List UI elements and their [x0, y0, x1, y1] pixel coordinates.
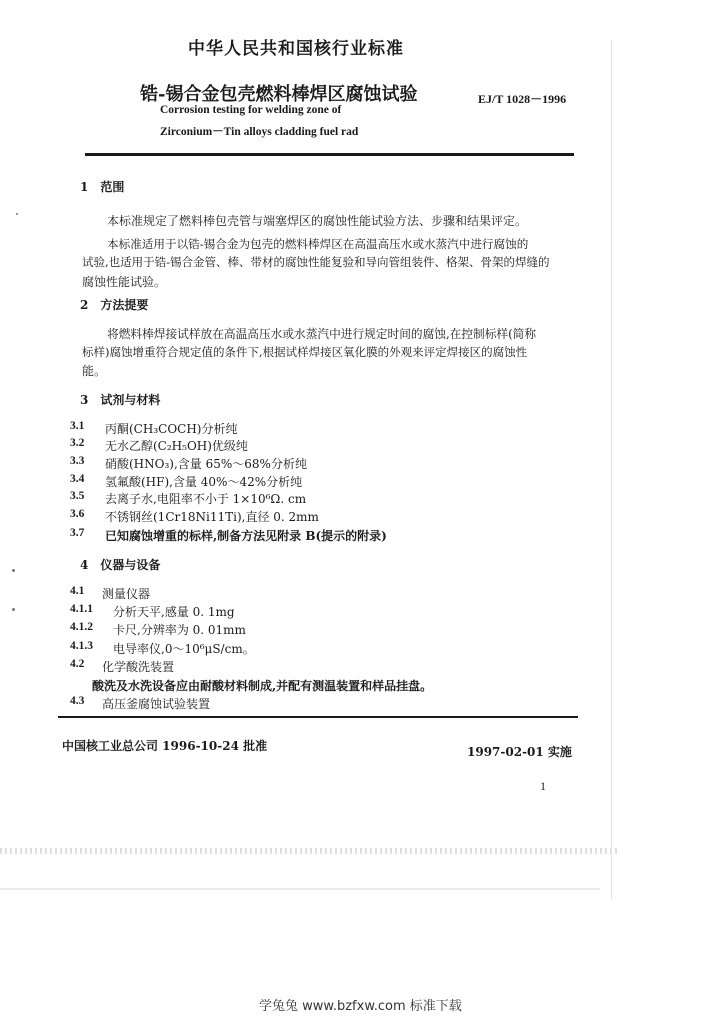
equipment-item: 化学酸洗装置: [102, 660, 175, 674]
section-2-line1: 将燃料棒焊接试样放在高温高压水或水蒸汽中进行规定时间的腐蚀,在控制标样(简称: [107, 327, 537, 341]
reagent-item: 去离子水,电阻率不小于 1×10⁶Ω. cm: [105, 492, 307, 506]
section-4-heading: 4 仪器与设备: [80, 558, 161, 572]
scan-speck: [16, 213, 18, 215]
document-title-en-line1: Corrosion testing for welding zone of: [160, 104, 342, 116]
page-number: 1: [540, 779, 546, 793]
equipment-item: 高压釜腐蚀试验装置: [102, 697, 211, 711]
item-number: 4.3: [70, 695, 85, 707]
reagent-item: 无水乙醇(C₂H₅OH)优级纯: [105, 439, 248, 453]
document-title-cn: 锆-锡合金包壳燃料棒焊区腐蚀试验: [140, 84, 418, 105]
section-1-paragraph-2-line3: 腐蚀性能试验。: [82, 275, 167, 289]
scan-noise-line: [0, 888, 600, 890]
section-1-paragraph-1: 本标准规定了燃料棒包壳管与端塞焊区的腐蚀性能试验方法、步骤和结果评定。: [107, 214, 528, 228]
document-title-en-line2: Zirconium－Tin alloys cladding fuel rad: [160, 126, 359, 138]
equipment-item: 电导率仪,0～10⁶μS/cm。: [113, 642, 255, 656]
item-number: 4.2: [70, 658, 85, 670]
implementation-date: 1997-02-01 实施: [467, 745, 572, 759]
scan-noise-band: [0, 848, 620, 854]
item-number: 4.1: [70, 585, 85, 597]
item-number: 4.1.1: [70, 603, 93, 615]
scan-speck: [12, 608, 15, 611]
item-number: 3.6: [70, 508, 85, 520]
item-number: 3.2: [70, 437, 85, 449]
reagent-item: 硝酸(HNO₃),含量 65%～68%分析纯: [105, 457, 307, 471]
item-number: 3.5: [70, 490, 85, 502]
standard-category: 中华人民共和国核行业标准: [188, 39, 404, 59]
item-number: 3.3: [70, 455, 85, 467]
section-1-paragraph-2-line1: 本标准适用于以锆-锡合金为包壳的燃料棒焊区在高温高压水或水蒸汽中进行腐蚀的: [107, 237, 529, 251]
item-number: 3.1: [70, 420, 85, 432]
section-2-line3: 能。: [82, 364, 107, 378]
section-1-heading: 1 范围: [80, 180, 125, 194]
item-number: 3.7: [70, 527, 85, 539]
approval-statement: 中国核工业总公司 1996-10-24 批准: [62, 739, 268, 753]
section-3-heading: 3 试剂与材料: [80, 393, 161, 407]
header-rule: [85, 153, 574, 156]
item-number: 3.4: [70, 473, 85, 485]
reagent-item: 已知腐蚀增重的标样,制备方法见附录 B(提示的附录): [105, 529, 387, 543]
section-4-2-paragraph: 酸洗及水洗设备应由耐酸材料制成,并配有测温装置和样品挂盘。: [92, 679, 433, 693]
scan-speck: [12, 569, 15, 572]
equipment-item: 测量仪器: [102, 587, 151, 601]
watermark-text: 学兔兔 www.bzfxw.com 标准下载: [259, 999, 462, 1014]
equipment-item: 分析天平,感量 0. 1mg: [113, 605, 235, 619]
section-2-line2: 标样)腐蚀增重符合规定值的条件下,根据试样焊接区氧化膜的外观来评定焊接区的腐蚀性: [82, 345, 528, 359]
reagent-item: 丙酮(CH₃COCH)分析纯: [105, 422, 238, 436]
standard-number: EJ/T 1028－1996: [478, 92, 567, 106]
equipment-item: 卡尺,分辨率为 0. 01mm: [113, 623, 246, 637]
item-number: 4.1.3: [70, 640, 93, 652]
reagent-item: 氢氟酸(HF),含量 40%～42%分析纯: [105, 475, 303, 489]
section-2-heading: 2 方法提要: [80, 298, 149, 312]
reagent-item: 不锈钢丝(1Cr18Ni11Ti),直径 0. 2mm: [105, 510, 319, 524]
scan-edge-line: [611, 40, 612, 900]
item-number: 4.1.2: [70, 621, 93, 633]
section-1-paragraph-2-line2: 试验,也适用于锆-锡合金管、棒、带材的腐蚀性能复验和导向管组装件、格架、骨架的焊缝的: [82, 255, 550, 269]
footer-rule: [58, 716, 578, 718]
